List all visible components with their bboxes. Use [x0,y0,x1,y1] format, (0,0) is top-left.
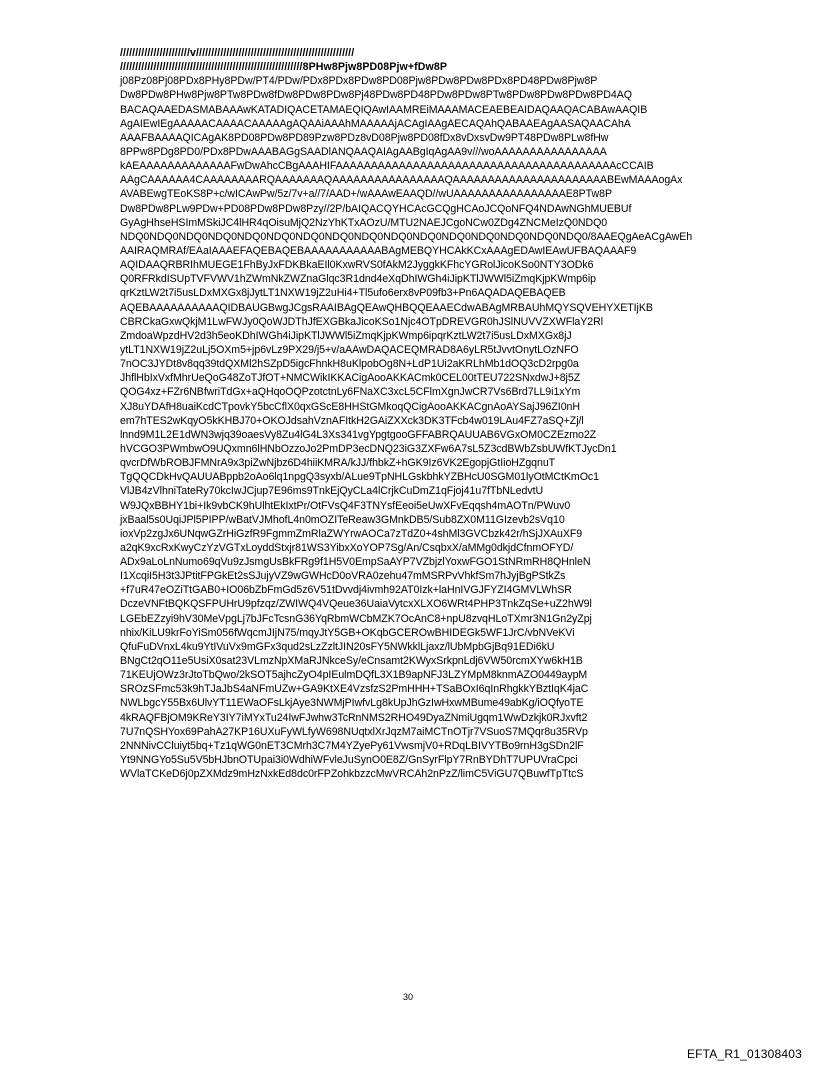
encoded-text-line: WVlaTCKeD6j0pZXMdz9mHzNxkEd8dc0rFPZohkbzzcMwVRCAh2nPzZ/limC5ViGU7QBuwfTpTtcS [120,768,584,781]
encoded-text-line: ZmdoaWpzdHV2d3h5eoKDhIWGh4iJipKTlJWWl5iZmqKjpKWmp6ipqrKztLW2t7i5usLDxMXGx8jJ [120,329,572,342]
encoded-text-line: DczeVNFtBQKQSFPUHrU9pfzqz/ZWIWQ4VQeue36UaiaVytcxXLXO6WRt4PHP3TnkZqSe+uZ2hW9l [120,598,592,611]
bates-number: EFTA_R1_01308403 [686,1047,802,1061]
encoded-text-line: NWLbgcY55Bx6UlvYT11EWaOFsLkjAye3NWMjPIwfvLg8kUpJhGzIwHxwMBume49abKg/iOQfyoTE [120,697,584,710]
encoded-text-line: Yt9NNGYo5Su5V5bHJbnOTUpai3i0WdhiWFvleJuSynO0E8Z/GnSyrFlpY7RnBYDhT7UPUVraCpci [120,754,578,767]
encoded-text-line: 8PPw8PDg8PD0/PDx8PDwAAABAGgSAADlANQAAQAIAgAABgIqAgAA9v///woAAAAAAAAAAAAAAAA [120,145,607,158]
encoded-text-line: 4kRAQFBjOM9KReY3IY7iMYxTu24IwFJwhw3TcRnNMS2RHO49DyaZNmiUgqm1WwDzkjk0RJxvft2 [120,711,588,724]
encoded-text-line: qrKztLW2t7i5usLDxMXGx8jJytLT1NXW19jZ2uHi4+Tl5ufo6erx8vP09fb3+Pn6AQADAQEBAQEB [120,287,566,300]
encoded-text-line: AgAIEwIEgAAAAACAAAACAAAAAgAQAAiAAAhMAAAAAjACAgIAAgAECAQAhQABAAEAgAASAQAACAhA [120,117,631,130]
encoded-text-line: BACAQAAEDASMABAAAwKATADIQACETAMAEQIQAwIAAMREiMAAAMACEAEBEAIDAQAAQACABAwAAQIB [120,103,648,116]
encoded-text-line: AQEBAAAAAAAAAAQIDBAUGBwgJCgsRAAIBAgQEAwQHBQQEAAECdwABAgMRBAUhMQYSQVEHYXETIjKB [120,301,653,314]
encoded-text-line: BNgCt2qO11e5UsiX0sat23VLmzNpXMaRJNkceSy/eCnsamt2KWyxSrkpnLdj6VW50rcmXYw6kH1B [120,655,583,668]
encoded-text-line: 71KEUjOWz3rJtoTbQwo/2kSOT5ajhcZyO4pIEulmDQfL3X1B9apNFJ3LZYMpM8knmAZO0449aypM [120,669,588,682]
encoded-text-line: 7U7nQSHYox69PahA27KP16UXuFyWLfyW698NUqtxlXrJqzM7aiMCTnOTjr7VSuoS7MQqr8u35RVp [120,725,588,738]
encoded-text-line: W9JQxBBHY1bi+Ik9vbCK9hUlhtEkIxtPr/OtFVsQ4F3TNYsfEeoi5eUwXFvEqqsh4mAOTn/PWuv0 [120,499,571,512]
encoded-text-line: lnnd9M1L2E1dWN3wjq39oaesVy8Zu4lG4L3Xs341vgYpgtgooGFFABRQAUUAB6VGxOM0CZEzmo2Z [120,428,597,441]
encoded-text-line: jxBaal5s0UqiJPl5PIPP/wBatVJMhofL4n0mOZITeReaw3GMnkDB5/Sub8ZX0M11GIzevb2sVq10 [120,513,565,526]
encoded-text-line: TgQQCDkHvQAUUABppb2oAo6lq1npgQ3syxb/ALue9TpNHLGskbhkYZBHcU0SGM01lyOtMCtKmOc1 [120,471,599,484]
encoded-text-line: XJ8uYDAfH8uaiKcdCTpovkY5bcCflX0qxGScE8HHStGMkoqQCigAooAKKACgnAoAYSajJ96ZI0nH [120,400,580,413]
encoded-text-line: ///////////////////////v//////////////////////////////////////////////////// [120,47,355,59]
encoded-text-line: VlJB4zVlhniTateRy70kcIwJCjup7E96ms9TnkEjQyCLa4lCrjkCuDmZ1qFjoj41u7fTbNLedvtU [120,485,544,498]
encoded-text-line: Dw8PDw8PHw8Pjw8PTw8PDw8fDw8PDw8PDw8Pj48PDw8PD48PDw8PDw8PTw8PDw8PDw8PDw8PD4AQ [120,89,632,102]
page-number: 30 [402,992,413,1002]
encoded-text-line: Dw8PDw8PLw9PDw+PD08PDw8PDw8Pzy//2P/bAIQACQYHCAcGCQgHCAoJCQoNFQ4NDAwNGhMUEBUf [120,202,632,215]
encoded-text-line: JhflHbIxVxfMhrUeQoG48ZoTJfOT+NMCWikIKKACigAooAKKACmk0CEL00tTEU722SNxdwJ+8j5Z [120,372,581,385]
encoded-text-line: LGEbEZzyi9hV30MeVpgLj7bJFcTcsnG36YqRbmWCbMZK7OcAnC8+npU8zvqHLoTXmr3N1Gn2yZpj [120,612,592,625]
encoded-text-line: AAgCAAAAAA4CAAAAAAAARQAAAAAAAQAAAAAAAAAAAAAAAAQAAAAAAAAAAAAAAAAAAAAAABEwMAAAogAx [120,174,683,187]
encoded-text-block [120,46,720,781]
encoded-text-line: AAAFBAAAAQICAgAK8PD08PDw8PD89Pzw8PDz8vD08Pjw8PD08fDx8vDxsvDw9PT48PDw8PLw8fHw [120,131,609,144]
encoded-text-line: nhix/KiLU9krFoYiSm056fWqcmJIjN75/mqyJtY5GB+OKqbGCEROwBHIDEGk5WF1JrC/vbNVeKVi [120,626,575,639]
encoded-text-line: ////////////////////////////////////////////////////////////8PHw8Pjw8PD08Pjw+fDw8P [120,61,447,74]
encoded-text-line: AQIDAAQRBRIhMUEGE1FhByJxFDKBkaEIl0KxwRVS0fAkM2JyggkKFhcYGRolJicoKSo0NTY3ODk6 [120,259,594,272]
encoded-text-line: GyAgHhseHSImMSkiJC4lHR4qOisuMjQ2NzYhKTxAOzU/MTU2NAEJCgoNCw0ZDg4ZNCMeIzQ0NDQ0 [120,216,608,229]
encoded-text-line: NDQ0NDQ0NDQ0NDQ0NDQ0NDQ0NDQ0NDQ0NDQ0NDQ0NDQ0NDQ0NDQ0NDQ0NDQ0NDQ0/8AAEQgAeACgAwEh [120,230,693,243]
encoded-text-line: 2NNNivCCluiyt5bq+Tz1qWG0nET3CMrh3C7M4YZyePy61VwsmjV0+RDqLBIVYTBo9rnH3gSDn2lF [120,739,584,752]
encoded-text-line: kAEAAAAAAAAAAAAAFwDwAhcCBgAAAHIFAAAAAAAAAAAAAAAAAAAAAAAAAAAAAAAAAAAAAAAAcCCAIB [120,160,654,173]
encoded-text-line: AVABEwgTEoKS8P+c/wICAwPw/5z/7v+a//7/AAD+/wAAAwEAAQD//wUAAAAAAAAAAAAAAAAE8PTw8P [120,188,612,201]
encoded-text-line: SROzSFmc53k9hTJaJbS4aNFmUZw+GA9KtXE4VzsfzS2PmHHH+TSaBOxI6qInRhgkkYBztIqK4jaC [120,683,589,696]
encoded-text-line: j08Pz08Pj08PDx8PHy8PDw/PT4/PDw/PDx8PDx8PDw8PD08Pjw8PDw8PDw8PDx8PD48PDw8Pjw8P [120,75,598,88]
encoded-text-line: ioxVp2zgJx6UNqwGZrHiGzfR9FgmmZmRlaZWYrwAOCa7zTdZ0+4shMl3GVCbzk42r/hSjJXAuXF9 [120,527,583,540]
encoded-text-line: qvcrDfWbROBJFMNrA9x3piZwNjbz6D4hiiKMRA/kJJ/fhbkZ+hGK9Iz6VK2EgopjGtIioHZgqnuT [120,457,556,470]
encoded-text-line: CBRCkaGxwQkjM1LwFWJy0QoWJDThJfEXGBkaJicoKSo1Njc4OTpDREVGR0hJSlNUVVZXWFlaY2Rl [120,315,604,328]
encoded-text-line: QfuFuDVnxL4ku9YtIVuVx9mGFx3qud2sLzZzltJIN20sFY5NWkklLjaxz/lUbMpbGjBq91EDi6kU [120,640,555,653]
encoded-text-line: +f7uR47eOZiTtGAB0+IO06bZbFmGd5z6V51tDvvdj4ivmh92AT0Izk+laHnIVGJFYZI4GMVLWhSR [120,584,572,597]
encoded-text-line: 7nOC3JYDt8v8qq39tdQXMl2hSZpD5igcFhnkH8uKlpobOg8N+LdP1Ui2aKRLhMb1dOQ3cD2rpg0a [120,358,579,371]
encoded-text-line: em7hTES2wKqyO5kKHBJ70+OKOJdsahVznAFItkH2GAiZXXck3DK3TFcb4w019LAu4FZ7aSQ+Zj/l [120,414,584,427]
encoded-text-line: ytLT1NXW19jZ2uLj5OXm5+jp6vLz9PX29/j5+v/aAAwDAQACEQMRAD8A6yLR5tJvvtOnytLOzNFO [120,343,579,356]
encoded-text-line: Q0RFRkdISUpTVFVWV1hZWmNkZWZnaGlqc3R1dnd4eXqDhIWGh4iJipKTlJWWl5iZmqKjpKWmp6ip [120,273,596,286]
encoded-text-line: hVCGO3PWmbwO9UQxmn6lHNbOzzoJo2PmDP3ecDNQ23iG3ZXFw6A7sL5Z3cdBWbZsbUWfKTJycDn1 [120,442,617,455]
encoded-text-line: I1XcqiI5H3t3JPtitFPGkEt2sSJujyVZ9wGWHcD0oVRA0zehu47mMSRPvVhkfSm7hJyjBgPStkZs [120,570,566,583]
encoded-text-line: QOG4xz+FZr6NBfwriTdGx+aQHqoOQPzotctnLy6FNaXC3xcL5CFlmXgnJwCR7Vs6Brd7LL9i1xYm [120,386,581,399]
encoded-text-line: a2qK9xcRxKwyCzYzVGTxLoyddStxjr81WS3YibxXoYOP7Sg/An/CsqbxX/aMMg0dkjdCfnmOFYD/ [120,541,574,554]
encoded-text-line: ADx9aLoLnNumo69qVu9zJsmgUsBkFRg9f1H5V0EmpSaAYP7VZbjzlYoxwFGO1StNRmRH8QHnleN [120,556,591,569]
encoded-text-line: AAIRAQMRAf/EAaIAAAEFAQEBAQEBAAAAAAAAAAABAgMEBQYHCAkKCxAAAgEDAwIEAwUFBAQAAAF9 [120,244,637,257]
